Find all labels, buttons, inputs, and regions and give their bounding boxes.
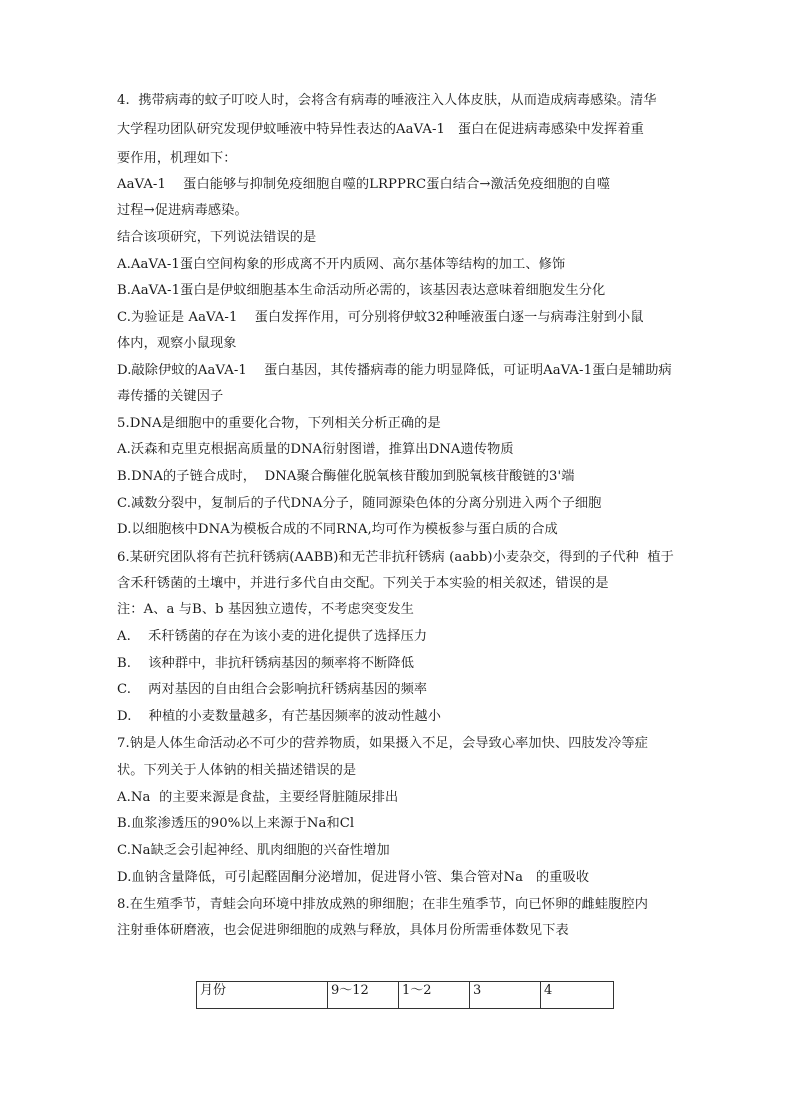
q8-stem-line2: 注射垂体研磨液，也会促进卵细胞的成熟与释放，具体月份所需垂体数见下表: [117, 923, 569, 938]
q4-option-d-line1: D.敲除伊蚊的AaVA-1 蛋白基因，其传播病毒的能力明显降低，可证明AaVA-1蛋白是辅助病: [117, 363, 672, 378]
q7-stem-line1: 7.钠是人体生命活动必不可少的营养物质，如果摄入不足，会导致心率加快、四肢发冷等症: [117, 736, 648, 751]
q7-option-d: D.血钠含量降低，可引起醛固酮分泌增加，促进肾小管、集合管对Na 的重吸收: [117, 870, 590, 885]
q4-stem-line2: 大学程功团队研究发现伊蚊唾液中特异性表达的AaVA-1 蛋白在促进病毒感染中发挥着重: [117, 122, 644, 137]
q4-option-b: B.AaVA-1蛋白是伊蚊细胞基本生命活动所必需的，该基因表达意味着细胞发生分化: [117, 283, 606, 298]
q4-stem-line1: 4. 携带病毒的蚊子叮咬人时，会将含有病毒的唾液注入人体皮肤，从而造成病毒感染。清华: [117, 93, 657, 108]
q4-mechanism-line2: 过程→促进病毒感染。: [117, 203, 248, 218]
q5-stem: 5.DNA是细胞中的重要化合物，下列相关分析正确的是: [117, 416, 441, 431]
table-cell: 4: [541, 982, 614, 1009]
q8-stem-line1: 8.在生殖季节，青蛙会向环境中排放成熟的卵细胞；在非生殖季节，向已怀卵的雌蛙腹腔内: [117, 897, 648, 912]
q7-option-b: B.血浆渗透压的90%以上来源于Na和Cl: [117, 816, 355, 831]
q6-option-d: D. 种植的小麦数量越多，有芒基因频率的波动性越小: [117, 709, 441, 724]
q4-option-a: A.AaVA-1蛋白空间构象的形成离不开内质网、高尔基体等结构的加工、修饰: [117, 257, 566, 272]
table-header-month: 月份: [197, 982, 328, 1009]
q5-option-d: D.以细胞核中DNA为模板合成的不同RNA,均可作为模板参与蛋白质的合成: [117, 522, 558, 537]
q6-option-b: B. 该种群中，非抗秆锈病基因的频率将不断降低: [117, 656, 414, 671]
q6-stem-line1: 6.某研究团队将有芒抗秆锈病(AABB)和无芒非抗秆锈病 (aabb)小麦杂交，得到的子代种 植于: [117, 550, 674, 565]
q6-option-a: A. 禾秆锈菌的存在为该小麦的进化提供了选择压力: [117, 629, 428, 644]
q5-option-b: B.DNA的子链合成时， DNA聚合酶催化脱氧核苷酸加到脱氧核苷酸链的3'端: [117, 469, 575, 484]
q6-stem-line2: 含禾秆锈菌的土壤中，并进行多代自由交配。下列关于本实验的相关叙述，错误的是: [117, 576, 609, 591]
q4-option-d-line2: 毒传播的关键因子: [117, 389, 224, 404]
q4-option-c-line1: C.为验证是 AaVA-1 蛋白发挥作用，可分别将伊蚊32种唾液蛋白逐一与病毒注射到小鼠: [117, 310, 644, 325]
q5-option-c: C.减数分裂中，复制后的子代DNA分子，随同源染色体的分离分别进入两个子细胞: [117, 496, 602, 511]
q7-stem-line2: 状。下列关于人体钠的相关描述错误的是: [117, 763, 357, 778]
q7-option-a: A.Na 的主要来源是食盐，主要经肾脏随尿排出: [117, 790, 399, 805]
table-row: [197, 982, 614, 1009]
q6-option-c: C. 两对基因的自由组合会影响抗秆锈病基因的频率: [117, 682, 428, 697]
q4-prompt: 结合该项研究，下列说法错误的是: [117, 230, 317, 245]
pituitary-month-table: [196, 981, 614, 1009]
table-cell: 3: [470, 982, 541, 1009]
q6-note: 注：A、a 与B、b 基因独立遗传，不考虑突变发生: [117, 602, 414, 617]
q4-stem-line3: 要作用，机理如下：: [117, 151, 237, 166]
q7-option-c: C.Na缺乏会引起神经、肌肉细胞的兴奋性增加: [117, 843, 390, 858]
q5-option-a: A.沃森和克里克根据高质量的DNA衍射图谱，推算出DNA遗传物质: [117, 442, 514, 457]
q4-option-c-line2: 体内，观察小鼠现象: [117, 336, 237, 351]
q4-mechanism-line1: AaVA-1 蛋白能够与抑制免疫细胞自噬的LRPPRC蛋白结合→激活免疫细胞的自噬: [117, 177, 611, 192]
table-cell: 1～2: [399, 982, 470, 1009]
table-cell: 9～12: [328, 982, 399, 1009]
